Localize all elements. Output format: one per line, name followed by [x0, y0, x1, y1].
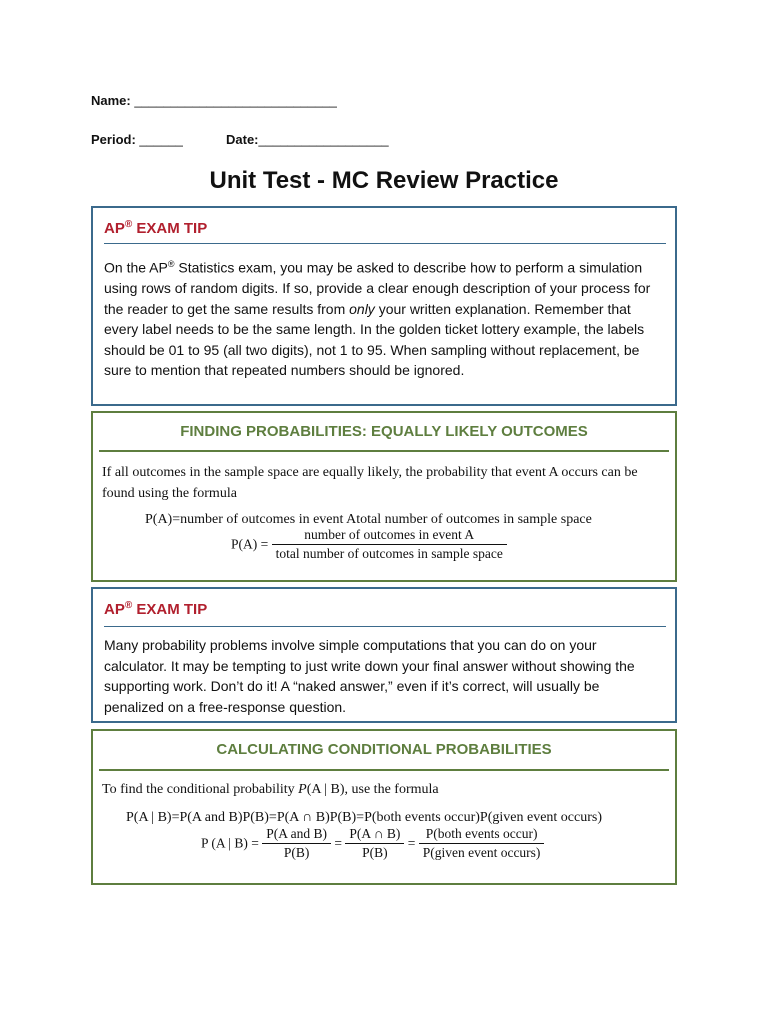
formula-lhs: P (A | B) =	[201, 835, 259, 851]
date-blank: __________________	[258, 132, 389, 147]
heading-rule	[104, 626, 666, 627]
conditional-heading: CALCULATING CONDITIONAL PROBABILITIES	[216, 741, 552, 758]
fraction-denominator: P(B)	[283, 845, 310, 860]
fraction-numerator: P(A and B)	[262, 826, 331, 844]
formula-fraction	[231, 527, 507, 562]
equally-likely-heading: FINDING PROBABILITIES: EQUALLY LIKELY OUTCOMES	[180, 423, 588, 440]
exam-tip-box-1	[91, 206, 677, 406]
conditional-box	[91, 729, 677, 885]
name-blank: ____________________________	[134, 93, 337, 108]
period-field	[91, 132, 183, 147]
date-field	[226, 132, 389, 147]
exam-tip-body-2: Many probability problems involve simple computations that you can do on your calculator. It may be tempting to just write down your final answer without showing the supporting work. Don’t do it! A “naked answer,” even if it’s correct, will usually be penalized on a free-response question.	[104, 637, 635, 715]
heading-rule	[99, 769, 669, 771]
fraction-and	[262, 826, 331, 861]
period-blank: ______	[139, 132, 183, 147]
heading-rule	[104, 243, 666, 244]
exam-tip-text: EXAM TIP	[132, 220, 208, 237]
fraction-numerator: P(both events occur)	[419, 826, 545, 844]
fraction	[272, 527, 507, 562]
registered-mark: ®	[124, 600, 133, 611]
ap-text: AP	[104, 220, 125, 237]
exam-tip-heading-2	[104, 600, 207, 618]
date-label: Date:	[226, 132, 259, 147]
exam-tip-box-2	[91, 587, 677, 723]
formula-lhs: P(A) =	[231, 536, 269, 552]
equally-likely-box	[91, 411, 677, 582]
formula-plain: P(A)=number of outcomes in event Atotal number of outcomes in sample space	[145, 512, 592, 527]
fraction-numerator: number of outcomes in event A	[272, 527, 507, 545]
equally-likely-text: If all outcomes in the sample space are equally likely, the probability that event A occurs can be found using the formula	[102, 465, 638, 501]
heading-rule	[99, 450, 669, 452]
period-label: Period:	[91, 132, 136, 147]
equals-sign: =	[334, 835, 342, 851]
fraction-numerator: P(A ∩ B)	[345, 826, 404, 844]
ap-text: AP	[104, 601, 125, 618]
conditional-text: To find the conditional probability P(A | B), use the formula	[102, 782, 439, 797]
name-label: Name:	[91, 93, 131, 108]
conditional-formula-plain: P(A | B)=P(A and B)P(B)=P(A ∩ B)P(B)=P(both events occur)P(given event occurs)	[126, 810, 602, 825]
conditional-formula-fraction	[201, 826, 544, 861]
registered-mark: ®	[124, 219, 133, 230]
fraction-denominator: total number of outcomes in sample space	[275, 546, 503, 561]
exam-tip-body-1: On the AP® Statistics exam, you may be asked to describe how to perform a simulation using rows of random digits. If so, provide a clear enough description of your process for the reader to get the same results from only your written explanation. Remember that every label needs to be the same length. In the golden ticket lottery example, the labels should be 01 to 95 (all two digits), not 1 to 95. When sampling without replacement, be sure to mention that repeated numbers should be ignored.	[104, 259, 651, 379]
equals-sign: =	[407, 835, 416, 851]
fraction-words	[419, 826, 545, 861]
exam-tip-heading-1	[104, 219, 207, 237]
fraction-intersection	[345, 826, 404, 861]
name-field	[91, 93, 337, 108]
fraction-denominator: P(B)	[362, 845, 388, 860]
exam-tip-text: EXAM TIP	[132, 601, 208, 618]
page-title: Unit Test - MC Review Practice	[209, 167, 559, 194]
fraction-denominator: P(given event occurs)	[422, 845, 541, 860]
